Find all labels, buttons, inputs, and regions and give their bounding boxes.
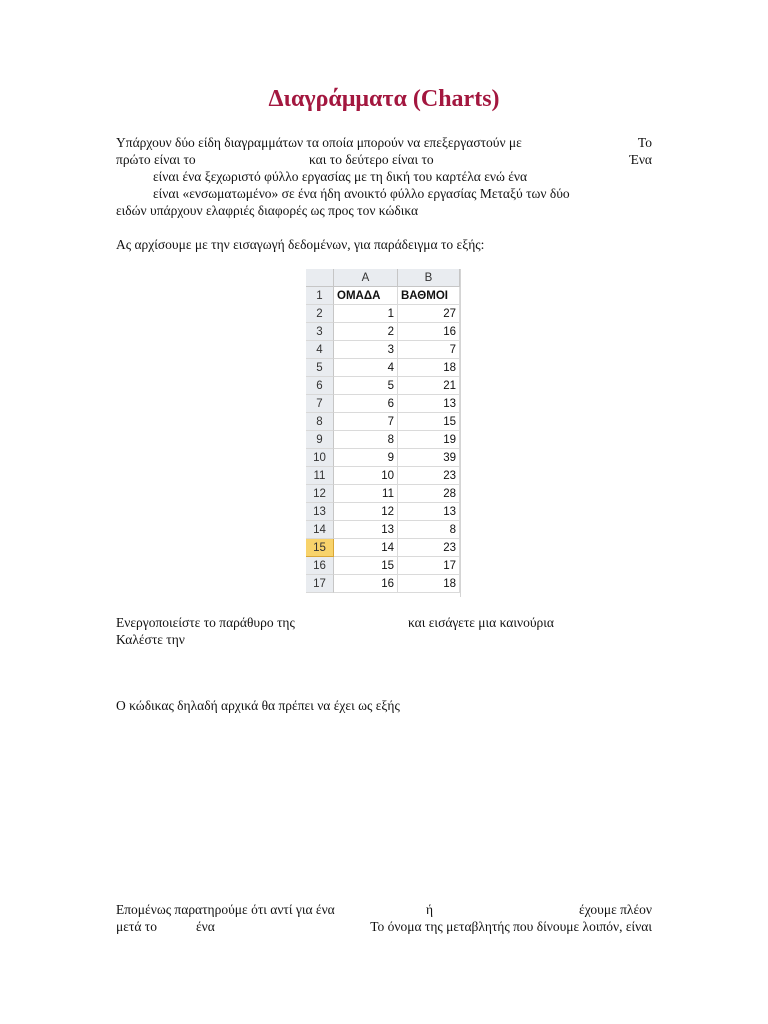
row-number: 3 bbox=[306, 323, 334, 341]
cell-omada: 4 bbox=[334, 359, 398, 377]
para1-line3: είναι ένα ξεχωριστό φύλλο εργασίας με τη δική του καρτέλα ενώ ένα bbox=[153, 169, 528, 184]
cell-omada: 11 bbox=[334, 485, 398, 503]
row-number: 11 bbox=[306, 467, 334, 485]
para1-line1: Υπάρχουν δύο είδη διαγραμμάτων τα οποία μπορούν να επεξεργαστούν με bbox=[116, 135, 522, 150]
cell-omada: 15 bbox=[334, 557, 398, 575]
cell-omada: 16 bbox=[334, 575, 398, 593]
page-title: Διαγράμματα (Charts) bbox=[268, 86, 500, 112]
row-number: 7 bbox=[306, 395, 334, 413]
cell-omada: 7 bbox=[334, 413, 398, 431]
cell-vathmoi: 18 bbox=[398, 575, 460, 593]
row-number: 15 bbox=[306, 539, 334, 557]
cell-vathmoi: 28 bbox=[398, 485, 460, 503]
cell-omada: 3 bbox=[334, 341, 398, 359]
cell-vathmoi: 13 bbox=[398, 503, 460, 521]
spreadsheet-snippet bbox=[306, 269, 461, 597]
para3-line1-b: και εισάγετε μια καινούρια bbox=[408, 615, 554, 630]
para2: Ας αρχίσουμε με την εισαγωγή δεδομένων, για παράδειγμα το εξής: bbox=[116, 237, 485, 252]
para4: Ο κώδικας δηλαδή αρχικά θα πρέπει να έχει ως εξής bbox=[116, 698, 400, 713]
para5-line2-a: μετά το bbox=[116, 919, 157, 934]
para5-line1-c: έχουμε πλέον bbox=[579, 902, 652, 917]
row-number: 1 bbox=[306, 287, 334, 305]
row-number: 10 bbox=[306, 449, 334, 467]
row-number: 14 bbox=[306, 521, 334, 539]
row-number: 6 bbox=[306, 377, 334, 395]
cell-vathmoi: 13 bbox=[398, 395, 460, 413]
cell-vathmoi: 19 bbox=[398, 431, 460, 449]
corner-cell bbox=[306, 269, 334, 287]
para1-line2-b: και το δεύτερο είναι το bbox=[309, 152, 434, 167]
cell-omada: 5 bbox=[334, 377, 398, 395]
cell-omada: 6 bbox=[334, 395, 398, 413]
row-number: 16 bbox=[306, 557, 334, 575]
cell-vathmoi: 17 bbox=[398, 557, 460, 575]
para5-line2-c: Το όνομα της μεταβλητής που δίνουμε λοιπόν, είναι bbox=[370, 919, 652, 934]
para1-line2-a: πρώτο είναι το bbox=[116, 152, 196, 167]
para5-line1-a: Επομένως παρατηρούμε ότι αντί για ένα bbox=[116, 902, 335, 917]
cell-vathmoi: 27 bbox=[398, 305, 460, 323]
row-number: 8 bbox=[306, 413, 334, 431]
cell-omada: 1 bbox=[334, 305, 398, 323]
para5-line1-b: ή bbox=[426, 902, 434, 917]
column-header-b: B bbox=[398, 269, 460, 287]
cell-vathmoi: 21 bbox=[398, 377, 460, 395]
para3-line1-a: Ενεργοποιείστε το παράθυρο της bbox=[116, 615, 295, 630]
cell-omada: 13 bbox=[334, 521, 398, 539]
cell-vathmoi: 7 bbox=[398, 341, 460, 359]
para1-line1-right: Το bbox=[637, 135, 652, 150]
para1-line4: είναι «ενσωματωμένο» σε ένα ήδη ανοικτό φύλλο εργασίας Μεταξύ των δύο bbox=[153, 186, 570, 201]
row-number: 4 bbox=[306, 341, 334, 359]
cell-omada: 14 bbox=[334, 539, 398, 557]
row-number: 17 bbox=[306, 575, 334, 593]
cell-vathmoi: 15 bbox=[398, 413, 460, 431]
para3-line2: Καλέστε την bbox=[116, 632, 185, 647]
para1-line2-c: Ένα bbox=[629, 152, 652, 167]
cell-vathmoi: 23 bbox=[398, 467, 460, 485]
row-number: 12 bbox=[306, 485, 334, 503]
row-number: 5 bbox=[306, 359, 334, 377]
para5-line2-b: ένα bbox=[196, 919, 215, 934]
cell-vathmoi: 18 bbox=[398, 359, 460, 377]
para1-line5: ειδών υπάρχουν ελαφριές διαφορές ως προς τον κώδικα bbox=[116, 203, 419, 218]
column-header-a: A bbox=[334, 269, 398, 287]
cell-vathmoi: 16 bbox=[398, 323, 460, 341]
cell-omada: 8 bbox=[334, 431, 398, 449]
cell-omada: 10 bbox=[334, 467, 398, 485]
cell-vathmoi: 39 bbox=[398, 449, 460, 467]
cell-vathmoi: 8 bbox=[398, 521, 460, 539]
header-cell-omada: ΟΜΑΔΑ bbox=[334, 287, 398, 305]
cell-vathmoi: 23 bbox=[398, 539, 460, 557]
header-cell-vathmoi: ΒΑΘΜΟΙ bbox=[398, 287, 460, 305]
cell-omada: 2 bbox=[334, 323, 398, 341]
row-number: 9 bbox=[306, 431, 334, 449]
cell-omada: 9 bbox=[334, 449, 398, 467]
row-number: 2 bbox=[306, 305, 334, 323]
row-number: 13 bbox=[306, 503, 334, 521]
cell-omada: 12 bbox=[334, 503, 398, 521]
